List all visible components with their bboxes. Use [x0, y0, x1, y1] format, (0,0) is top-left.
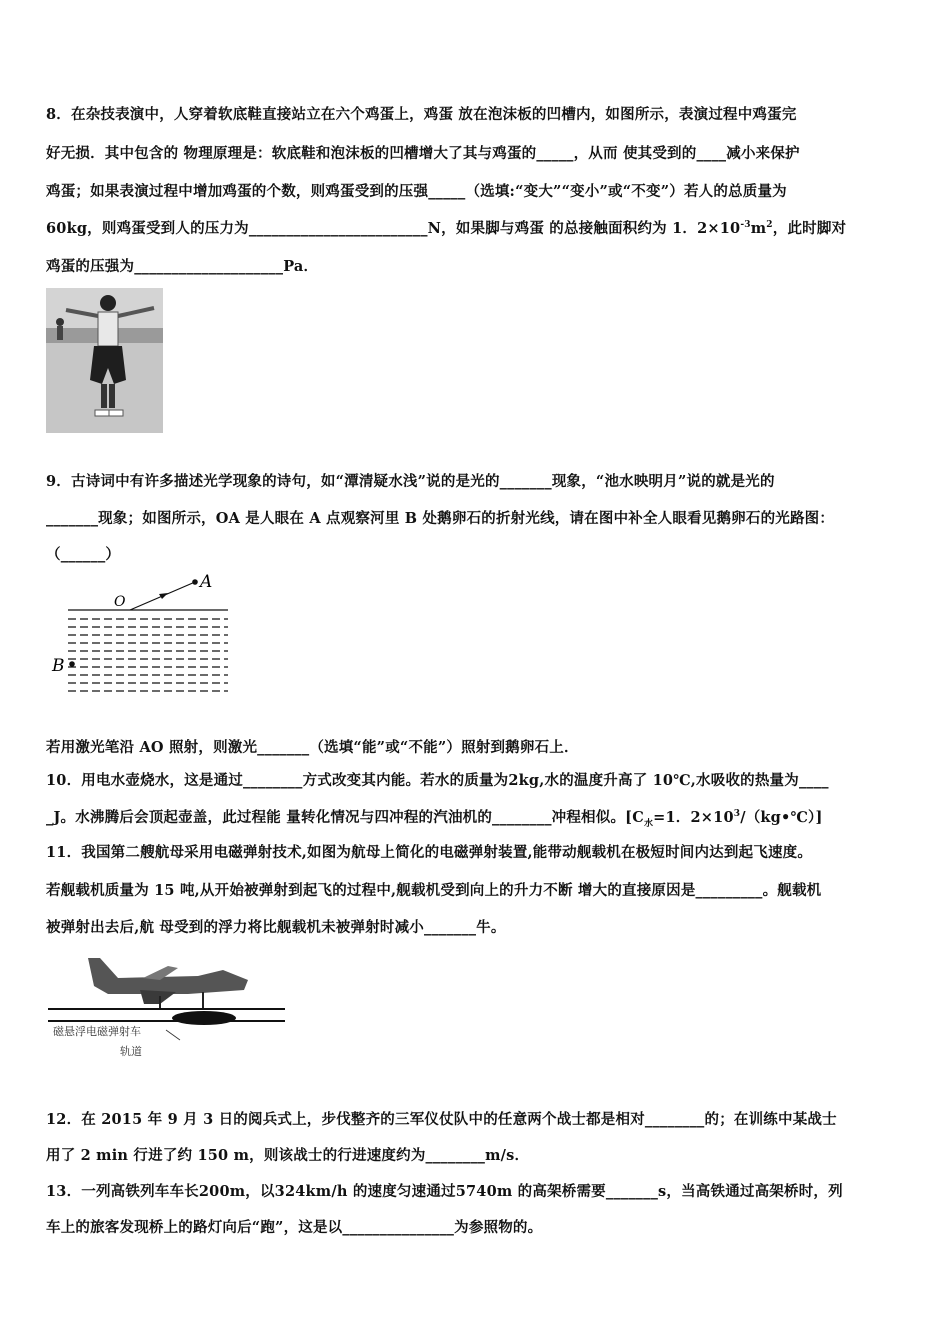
q11-line-1: 11．我国第二艘航母采用电磁弹射技术,如图为航母上简化的电磁弹射装置,能带动舰载机在极短时间内达到起飞速度。 — [46, 844, 813, 861]
q8-exponent: -3 — [740, 220, 751, 231]
q13-line-2: 车上的旅客发现桥上的路灯向后“跑”，这是以_______________为参照物的。 — [46, 1219, 543, 1236]
q8-line-3: 鸡蛋；如果表演过程中增加鸡蛋的个数，则鸡蛋受到的压强_____（选填:“变大”“变小”或“不变”）若人的总质量为 — [46, 183, 787, 200]
q12-line-2: 用了 2 min 行进了约 150 m，则该战士的行进速度约为________m/s． — [46, 1147, 530, 1164]
q12-line-1: 12．在 2015 年 9 月 3 日的阅兵式上，步伐整齐的三军仪仗队中的任意两个战士都是相对________的；在训练中某战士 — [46, 1111, 837, 1128]
q13-line-1: 13．一列高铁列车车长200m，以324km/h 的速度匀速通过5740m 的高架桥需要_______s，当高铁通过高架桥时，列 — [46, 1183, 843, 1200]
q8-line-1: 8．在杂技表演中，人穿着软底鞋直接站立在六个鸡蛋上，鸡蛋 放在泡沫板的凹槽内，如图所示，表演过程中鸡蛋完 — [46, 106, 797, 123]
car-label: 磁悬浮电磁弹射车 — [53, 1025, 141, 1038]
label-b: B — [52, 656, 65, 676]
q8-line-2: 好无损．其中包含的 物理原理是：软底鞋和泡沫板的凹槽增大了其与鸡蛋的_____，从而 使其受到的____减小来保护 — [46, 145, 800, 162]
q8-line-4: 60kg，则鸡蛋受到人的压力为________________________N，如果脚与鸡蛋 的总接触面积约为 1．$2\times 10^{-3}m^2$，此时脚对 — [46, 220, 847, 237]
label-o: O — [114, 594, 126, 610]
acrobat-photo — [46, 288, 163, 433]
catapult-diagram — [48, 948, 285, 1063]
q9-line-4: 若用激光笔沿 AO 照射，则激光_______（选填“能”或“不能”）照射到鹅卵石上． — [46, 739, 579, 756]
q9-line-1: 9．古诗词中有许多描述光学现象的诗句，如“潭清疑水浅”说的是光的_______现象，“池水映明月”说的就是光的 — [46, 473, 775, 490]
track-label: 轨道 — [120, 1045, 142, 1058]
q8-line-5: 鸡蛋的压强为____________________Pa． — [46, 258, 319, 275]
q9-line-2: _______现象；如图所示，OA 是人眼在 A 点观察河里 B 处鹅卵石的折射光线，请在图中补全人眼看见鹅卵石的光路图： — [46, 510, 835, 527]
q9-line-3: （______） — [46, 546, 121, 563]
refraction-diagram — [50, 570, 230, 700]
q11-line-3: 被弹射出去后,航 母受到的浮力将比舰载机未被弹射时减小_______牛。 — [46, 919, 506, 936]
q10-line-1: 10．用电水壶烧水，这是通过________方式改变其内能。若水的质量为2kg,水的温度升高了 10℃,水吸收的热量为____ — [46, 772, 829, 789]
label-a: A — [200, 572, 213, 592]
q11-line-2: 若舰载机质量为 15 吨,从开始被弹射到起飞的过程中,舰载机受到向上的升力不断 增大的直接原因是_________。舰载机 — [46, 882, 822, 899]
q10-line-2: _J。水沸腾后会顶起壶盖，此过程能 量转化情况与四冲程的汽油机的________冲程相似。[$C_水=1$．$2\times 10^3/(kg•℃)$] — [46, 809, 823, 829]
